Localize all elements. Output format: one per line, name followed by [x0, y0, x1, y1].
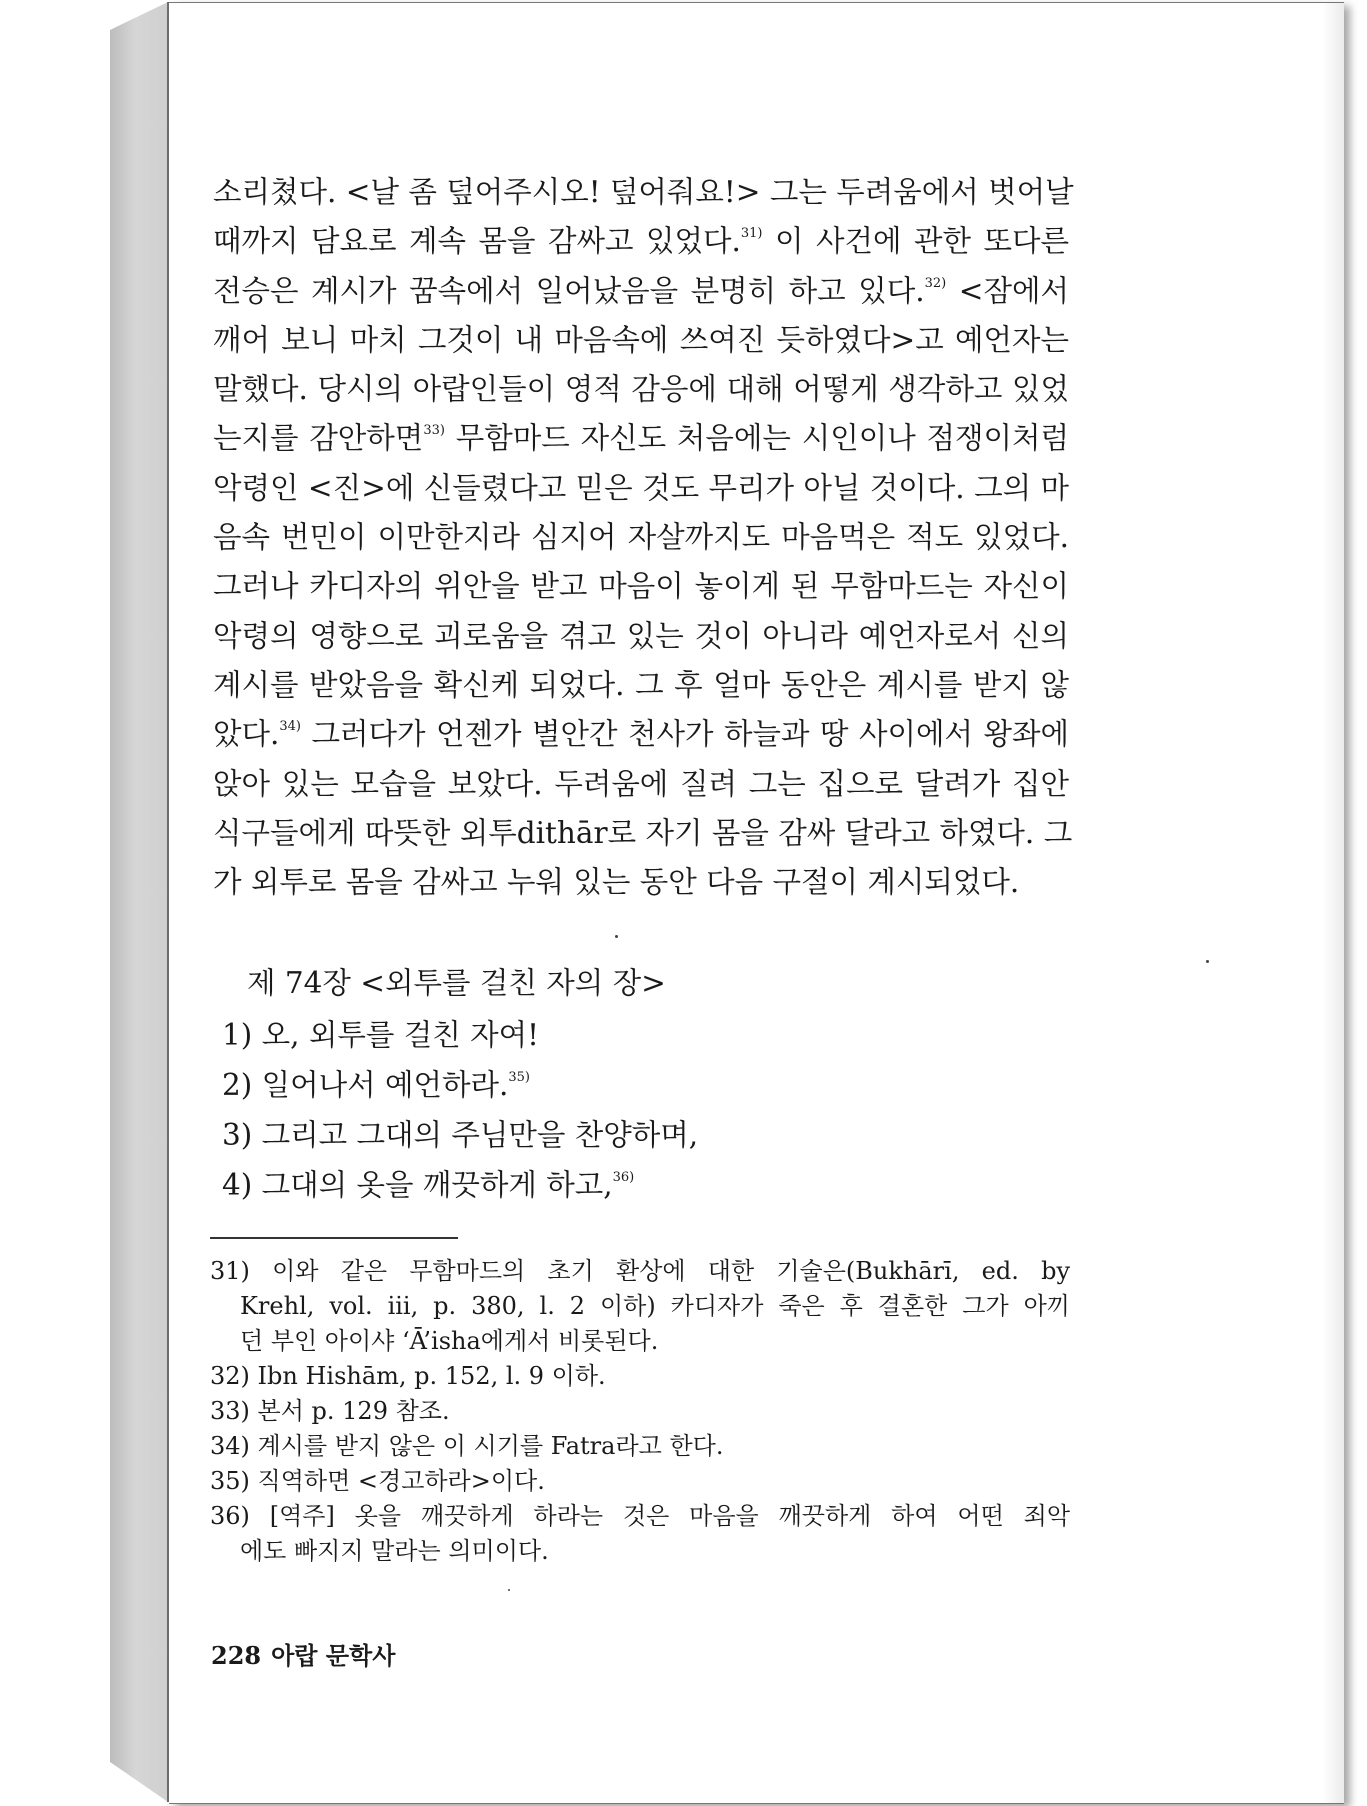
- body-line: 가 외투로 몸을 감싸고 누워 있는 동안 다음 구절이 계시되었다.: [213, 865, 1020, 900]
- footnote-34: 34) 계시를 받지 않은 이 시기를 Fatra라고 한다.: [210, 1432, 724, 1460]
- footnote-ref-31: 31): [740, 226, 763, 242]
- footnote-33: 33) 본서 p. 129 참조.: [210, 1397, 450, 1425]
- print-speck: [1206, 960, 1209, 963]
- footnote-ref-33: 33): [423, 423, 445, 439]
- body-line: 식구들에게 따뜻한 외투dithār로 자기 몸을 감싸 달라고 하였다. 그: [213, 815, 1073, 850]
- body-line: 깨어 보니 마치 그것이 내 마음속에 쓰여진 듯하였다>고 예언자는: [213, 322, 1069, 357]
- verse-line: 2) 일어나서 예언하라.$^{35)}$: [222, 1068, 531, 1102]
- footnote-ref-32: 32): [924, 275, 947, 291]
- footnote-ref-34: 34): [279, 719, 301, 735]
- body-text: [213, 168, 1074, 907]
- body-line: 전승은 계시가 꿈속에서 일어났음을 분명히 하고 있다.$^{32)}$ <잠에서: [213, 273, 1069, 308]
- verse-line: 4) 그대의 옷을 깨끗하게 하고,$^{36)}$: [222, 1168, 635, 1202]
- footnote-32: 32) Ibn Hishām, p. 152, l. 9 이하.: [210, 1362, 606, 1390]
- verse-line: 1) 오, 외투를 걸친 자여!: [222, 1018, 539, 1052]
- page-footer: [211, 1636, 405, 1671]
- body-line: 악령인 <진>에 신들렸다고 믿은 것도 무리가 아닐 것이다. 그의 마: [213, 470, 1069, 505]
- body-line: 그러나 카디자의 위안을 받고 마음이 놓이게 된 무함마드는 자신이: [213, 569, 1069, 604]
- footnote-divider: [210, 1237, 458, 1239]
- body-line: 앉아 있는 모습을 보았다. 두려움에 질려 그는 집으로 달려가 집안: [213, 766, 1069, 801]
- page-shade: [1322, 3, 1344, 1803]
- footnotes: [210, 1254, 1070, 1569]
- body-line: 말했다. 당시의 아랍인들이 영적 감응에 대해 어떻게 생각하고 있었: [213, 372, 1069, 407]
- body-line: 악령의 영향으로 괴로움을 겪고 있는 것이 아니라 예언자로서 신의: [213, 618, 1069, 653]
- footnote-36: 36) [역주] 옷을 깨끗하게 하라는 것은 마음을 깨끗하게 하여 어떤 죄악 에도 빠지지 말라는 의미이다.: [210, 1502, 1070, 1565]
- body-line: 소리쳤다. <날 좀 덮어주시오! 덮어줘요!> 그는 두려움에서 벗어날: [213, 175, 1074, 209]
- verse-block: [222, 958, 922, 1210]
- footnote-35: 35) 직역하면 <경고하라>이다.: [210, 1467, 545, 1495]
- print-speck: [615, 935, 618, 938]
- footnote-ref-36: 36): [612, 1170, 635, 1185]
- body-line: 때까지 담요로 계속 몸을 감싸고 있었다.$^{31)}$ 이 사건에 관한 또다른: [213, 224, 1069, 259]
- footnote-31: 31) 이와 같은 무함마드의 초기 환상에 대한 기술은(Bukhārī, ed. by Krehl, vol. iii, p. 380, l. 2 이하) 카디자가 죽은 후 결혼한 그가 아끼 던 부인 아이샤 ‘Ā’isha에게서 비롯된다.: [210, 1257, 1070, 1355]
- book-title: 아랍 문학사: [271, 1641, 396, 1670]
- body-line: 음속 번민이 이만한지라 심지어 자살까지도 마음먹은 적도 있었다.: [213, 520, 1069, 555]
- print-speck: [508, 1589, 510, 1591]
- page-number: 228: [211, 1641, 262, 1670]
- body-line: 았다.$^{34)}$ 그러다가 언젠가 별안간 천사가 하늘과 땅 사이에서 왕좌에: [213, 717, 1069, 752]
- footnote-ref-35: 35): [508, 1070, 531, 1085]
- body-line: 계시를 받았음을 확신케 되었다. 그 후 얼마 동안은 계시를 받지 않: [213, 667, 1069, 702]
- body-line: 는지를 감안하면$^{33)}$ 무함마드 자신도 처음에는 시인이나 점쟁이처럼: [213, 421, 1069, 456]
- verse-line: 3) 그리고 그대의 주님만을 찬양하며,: [222, 1118, 699, 1152]
- verse-heading: 제 74장 <외투를 걸친 자의 장>: [247, 966, 666, 1000]
- book-spine: [110, 2, 168, 1802]
